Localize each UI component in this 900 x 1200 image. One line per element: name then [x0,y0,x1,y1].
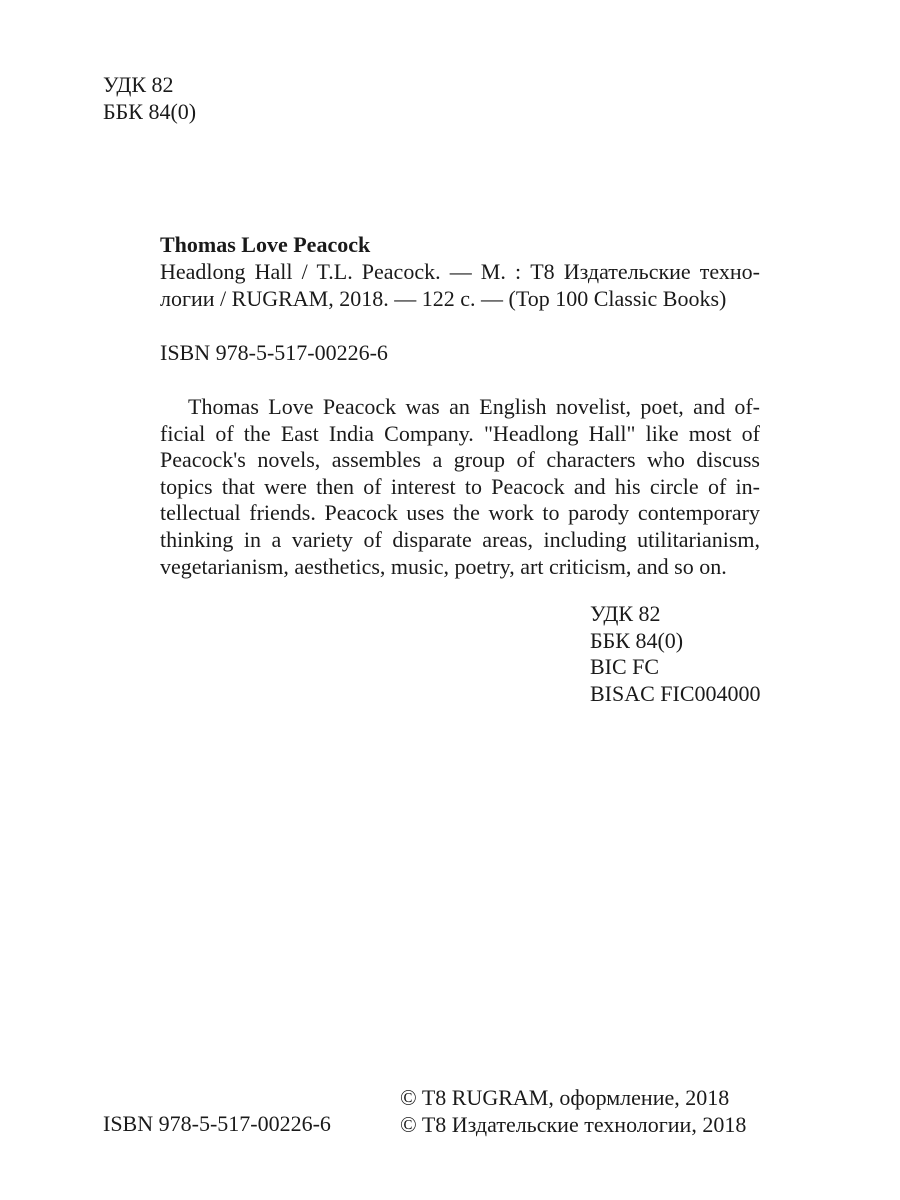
udk-code: УДК 82 [590,601,661,626]
abstract-line: Peacock's novels, assembles a group of characters who discuss [160,447,760,473]
top-bbk-code: ББК 84(0) [103,99,197,124]
bisac-code: BISAC FIC004000 [590,680,761,706]
bibliographic-description [160,259,760,312]
biblio-line-2: логии / RUGRAM, 2018. — 122 с. — (Top 100 Classic Books) [160,285,727,311]
biblio-line-1: Headlong Hall / T.L. Peacock. — М. : T8 Издательские техно- [160,259,760,284]
bic-code: BIC FC [590,654,660,680]
isbn-main: ISBN 978-5-517-00226-6 [160,340,388,365]
classification-codes [590,601,761,707]
abstract-paragraph [160,394,760,580]
copyright-line-2: © T8 Издательские технологии, 2018 [400,1111,747,1137]
abstract-line: vegetarianism, aesthetics, music, poetry, art criticism, and so on. [160,553,727,579]
bbk-code: ББК 84(0) [590,627,684,653]
abstract-line: tellectual friends. Peacock uses the work to parody contemporary [160,500,760,526]
abstract-line: Thomas Love Peacock was an English novelist, poet, and of- [188,394,760,419]
copyright-block [400,1085,746,1138]
top-udk-code: УДК 82 [103,72,174,97]
abstract-line: thinking in a variety of disparate areas, including utilitarianism, [160,526,760,552]
abstract-line: ficial of the East India Company. "Headlong Hall" like most of [160,420,760,446]
footer-isbn: ISBN 978-5-517-00226-6 [103,1111,331,1136]
copyright-line-1: © T8 RUGRAM, оформление, 2018 [400,1085,730,1110]
abstract-line: topics that were then of interest to Peacock and his circle of in- [160,473,760,499]
author-heading: Thomas Love Peacock [160,232,371,257]
